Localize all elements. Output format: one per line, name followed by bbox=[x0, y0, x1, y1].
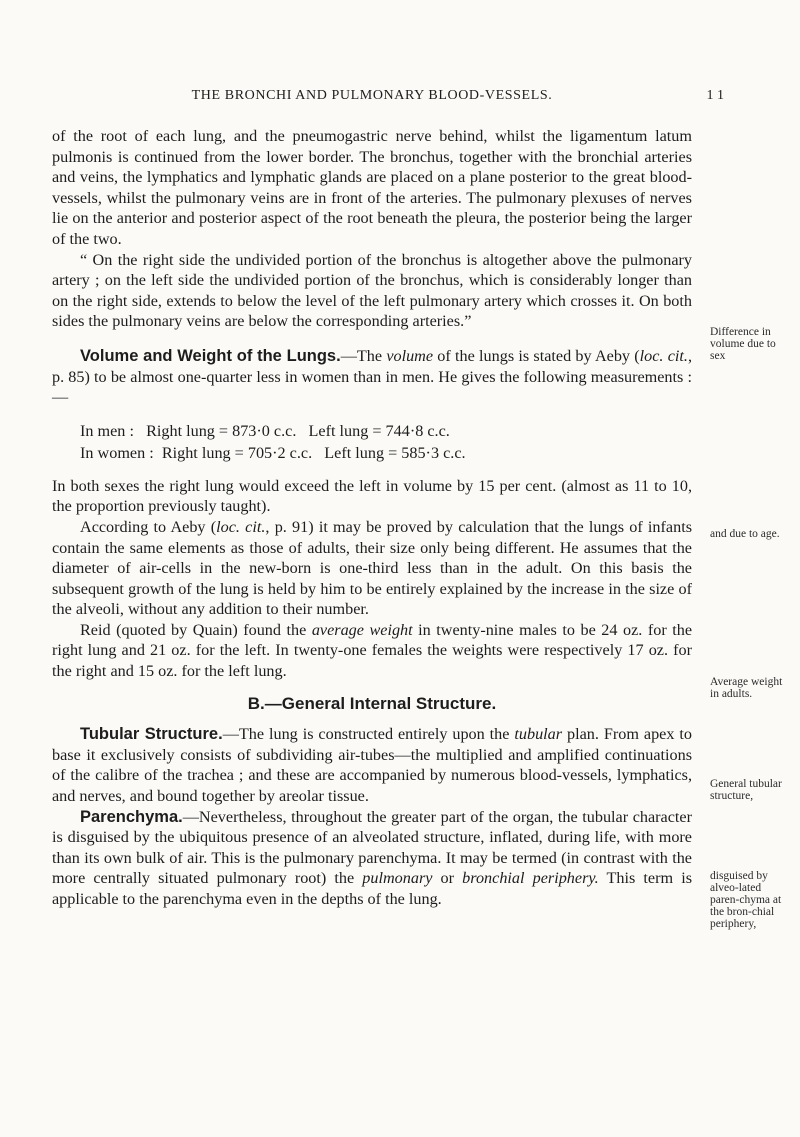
paragraph-4: In both sexes the right lung would exceed the left in volume by 15 per cent. (almost as 11 to 10, the proportion previously taught). bbox=[52, 476, 692, 516]
body-text bbox=[52, 126, 692, 910]
paragraph-volume: Volume and Weight of the Lungs.—The volume of the lungs is stated by Aeby (loc. cit., p. 85) to be almost one-quarter less in women than in men. He gives the following measurements :— bbox=[52, 346, 692, 407]
paragraph-2: “ On the right side the undivided portion of the bronchus is altogether above the pulmonary artery ; on the left side the undivided portion of the bronchus, which is considerably longer than on the right side, extends to below the level of the left pulmonary artery which crosses it. On both sides the pulmonary veins are below the corresponding arteries.” bbox=[52, 250, 692, 331]
running-head: THE BRONCHI AND PULMONARY BLOOD-VESSELS. bbox=[191, 88, 553, 103]
paragraph-6: Reid (quoted by Quain) found the average weight in twenty-nine males to be 24 oz. for the right lung and 21 oz. for the left. In twenty-one females the weights were respectively 17 oz. for the right and 15 oz. for the left lung. bbox=[52, 620, 692, 681]
margin-note-sex: Difference in volume due to sex bbox=[710, 326, 776, 362]
measure-men: In men : Right lung = 873·0 c.c. Left lung = 744·8 c.c. bbox=[80, 421, 450, 440]
parenchyma-heading: Parenchyma. bbox=[80, 807, 183, 826]
tubular-heading: Tubular Structure. bbox=[80, 725, 223, 744]
paragraph-parenchyma: Parenchyma.—Nevertheless, throughout the greater part of the organ, the tubular character is disguised by the ubiquitous presence of an alveolated structure, inflated, during life, with more than its own bulk of air. This is the pulmonary parenchyma. It may be termed (in contrast with the more centrally situated pulmonary root) the pulmonary or bronchial periphery. This term is applicable to the parenchyma even in the depths of the lung. bbox=[52, 807, 692, 908]
paragraph-5: According to Aeby (loc. cit., p. 91) it may be proved by calculation that the lungs of infants contain the same elements as those of adults, their size only being different. He assumes that the diameter of air-cells in the new-born is one-third less than in the adult. On this basis the subsequent growth of the lung is held by him to be entirely explained by the increase in the size of the alveoli, without any addition to their number. bbox=[52, 517, 692, 619]
paragraph-tubular: Tubular Structure.—The lung is constructed entirely upon the tubular plan. From apex to base it exclusively consists of subdividing air-tubes—the multiplied and amplified continuations of the calibre of the trachea ; and these are accompanied by numerous blood-vessels, lymphatics, and nerves, and bound together by areolar tissue. bbox=[52, 725, 692, 806]
margin-note-age: and due to age. bbox=[710, 528, 780, 540]
measure-women: In women : Right lung = 705·2 c.c. Left lung = 585·3 c.c. bbox=[80, 443, 466, 462]
section-b-heading: B.—General Internal Structure. bbox=[247, 693, 497, 713]
paragraph-1: of the root of each lung, and the pneumogastric nerve behind, whilst the ligamentum latum pulmonis is continued from the lower border. The bronchus, together with the bronchial arteries and veins, the lymphatics and lymphatic glands are placed on a plane posterior to the great blood-vessels, whilst the pulmonary veins are in front of the arteries. The pulmonary plexuses of nerves lie on the anterior and posterior aspect of the root beneath the pleura, the posterior being the larger of the two. bbox=[52, 127, 692, 248]
page-number: 1 1 bbox=[706, 88, 724, 103]
margin-note-tubular: General tubular structure, bbox=[710, 778, 782, 802]
measurements bbox=[80, 420, 692, 464]
margin-note-weight: Average weight in adults. bbox=[710, 676, 783, 700]
margin-note-parenchyma: disguised by alveo-lated paren-chyma at the bron-chial periphery, bbox=[710, 870, 782, 930]
volume-heading: Volume and Weight of the Lungs. bbox=[80, 346, 341, 365]
